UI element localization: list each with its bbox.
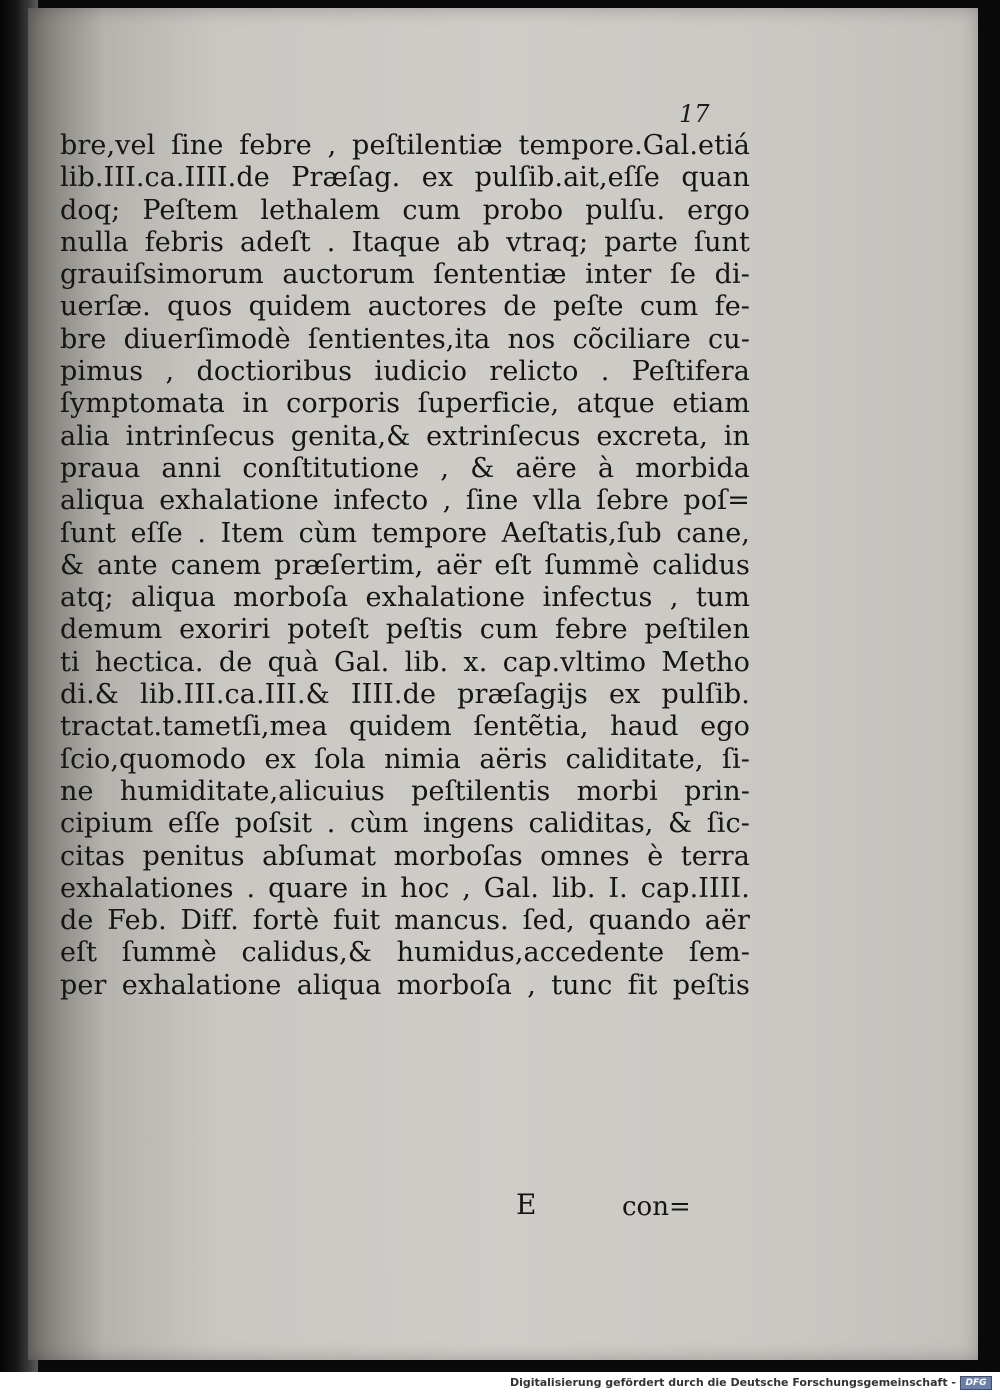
text-line: pimus , doctioribus iudicio relicto . Peſtifera — [60, 356, 750, 388]
dfg-logo-icon: DFG — [960, 1376, 992, 1390]
text-line: nulla febris adeſt . Itaque ab vtraq; parte ſunt — [60, 226, 750, 258]
text-line: tractat.tametſi,mea quidem ſentẽtia, haud ego — [60, 711, 750, 743]
text-line: de Feb. Diff. fortè fuit mancus. ſed, quando aër — [60, 905, 750, 937]
text-line: lib.III.ca.IIII.de Præſag. ex pulſib.ait,eſſe quan — [60, 162, 750, 194]
body-text — [60, 130, 750, 1002]
text-line: praua anni conſtitutione , & aëre à morbida — [60, 452, 750, 484]
text-line: alia intrinſecus genita,& extrinſecus excreta, in — [60, 420, 750, 452]
text-line: bre,vel ſine febre , peſtilentiæ tempore.Gal.etiá — [60, 130, 750, 161]
text-line: ti hectica. de quà Gal. lib. x. cap.vltimo Metho — [60, 646, 750, 678]
book-page — [28, 8, 978, 1360]
page-number: 17 — [679, 100, 710, 128]
text-line: atq; aliqua morboſa exhalatione infectus , tum — [60, 582, 750, 614]
text-line: eſt ſummè calidus,& humidus,accedente ſem- — [60, 937, 750, 969]
text-line: bre diuerſimodè ſentientes,ita nos cõciliare cu- — [60, 323, 750, 355]
text-line: aliqua exhalatione infecto , ſine vlla ſebre poſ= — [60, 485, 750, 517]
text-line: ſcio,quomodo ex ſola nimia aëris caliditate, ſi- — [60, 743, 750, 775]
footer-bar — [0, 1372, 1000, 1395]
text-line: per exhalatione aliqua morboſa , tunc fit peſtis — [60, 969, 750, 1001]
catchword: con= — [622, 1192, 691, 1222]
text-line: ne humiditate,alicuius peſtilentis morbi prin- — [60, 775, 750, 807]
text-line: di.& lib.III.ca.III.& IIII.de præſagijs ex pulſib. — [60, 679, 750, 711]
text-line: ſunt eſſe . Item cùm tempore Aeſtatis,ſub cane, — [60, 517, 750, 549]
text-line: cipium eſſe poſsit . cùm ingens caliditas, & ſic- — [60, 808, 750, 840]
funding-credit: Digitalisierung gefördert durch die Deutsche Forschungsgemeinschaft - — [509, 1376, 956, 1389]
text-line: & ante canem præſertim, aër eſt ſummè calidus — [60, 549, 750, 581]
text-line: grauiſsimorum auctorum ſententiæ inter ſe di- — [60, 259, 750, 291]
text-line: demum exoriri poteſt peſtis cum febre peſtilen — [60, 614, 750, 646]
text-line: uerſæ. quos quidem auctores de peſte cum fe- — [60, 291, 750, 323]
text-line: ſymptomata in corporis ſuperficie, atque etiam — [60, 388, 750, 420]
text-line: doq; Peſtem lethalem cum probo pulſu. ergo — [60, 194, 750, 226]
signature-mark: E — [516, 1188, 537, 1221]
text-line: exhalationes . quare in hoc , Gal. lib. I. cap.IIII. — [60, 872, 750, 904]
text-line: citas penitus abſumat morboſas omnes è terra — [60, 840, 750, 872]
